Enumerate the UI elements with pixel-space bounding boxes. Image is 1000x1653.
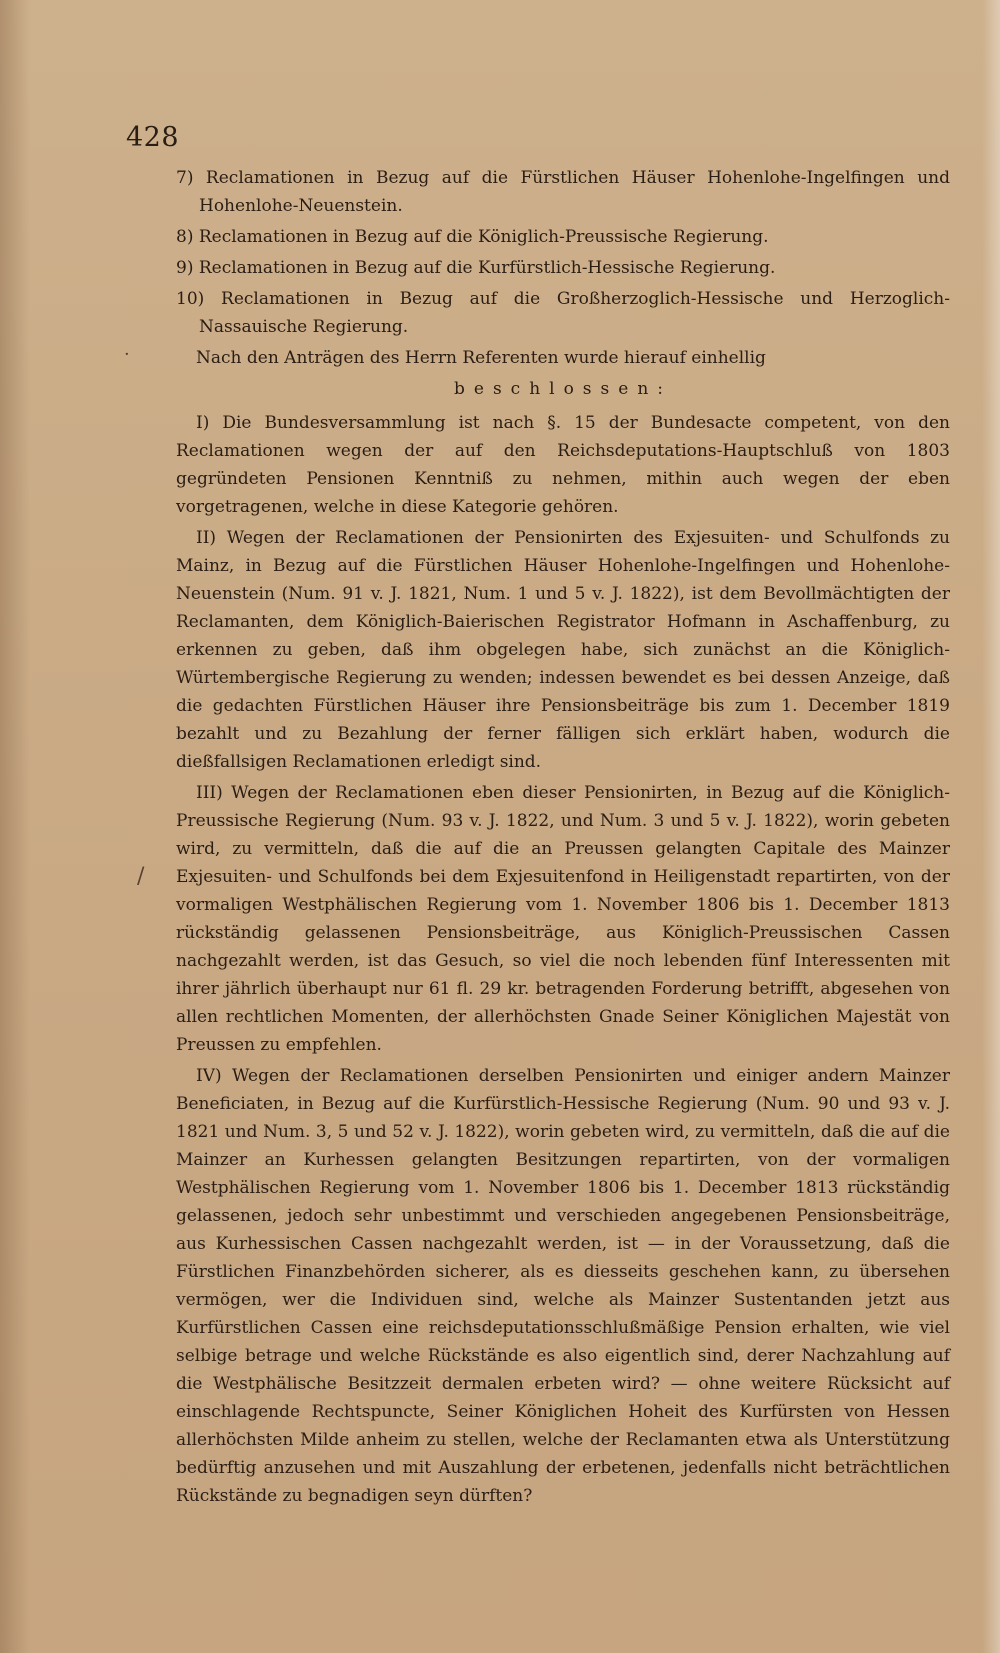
paragraph: IV) Wegen der Reclamationen derselben Pensionirten und einiger andern Mainzer Beneficiaten, in Bezug auf die Kurfürstlich-Hessische Regierung (Num. 90 und 93 v. J. 1821 und Num. 3, 5 und 52 v. J. 1822), worin gebeten wird, zu vermitteln, daß die auf die Mainzer an Kurhessen gelangten Besitzungen repartirten, von der vormaligen Westphälischen Regierung vom 1. November 1806 bis 1. December 1813 rückständig gelassenen, jedoch sehr unbestimmt und verschieden angegebenen Pensionsbeiträge, aus Kurhessischen Cassen nachgezahlt werden, ist — in der Voraussetzung, daß die Fürstlichen Finanzbehörden sicherer, als es diesseits geschehen kann, zu übersehen vermögen, wer die Individuen sind, welche als Mainzer Sustentanden jetzt aus Kurfürstlichen Cassen eine reichsdeputationsschlußmäßige Pension erhalten, wie viel selbige betrage und welche Rückstände es also eigentlich sind, derer Nachzahlung auf die Westphälische Besitzzeit dermalen erbeten wird? — ohne weitere Rücksicht auf einschlagende Rechtspuncte, Seiner Königlichen Hoheit des Kurfürsten von Hessen allerhöchsten Milde anheim zu stellen, welche der Reclamanten etwa als Unterstützung bedürftig anzusehen und mit Auszahlung der erbetenen, jedenfalls nicht beträchtlichen Rückstände zu begnadigen seyn dürften? (176, 1066, 950, 1506)
list-item: 8) Reclamationen in Bezug auf die Königlich-Preussische Regierung. (176, 227, 769, 247)
list-item: 7) Reclamationen in Bezug auf die Fürstlichen Häuser Hohenlohe-Ingelfingen und Hohenlohe-Neuenstein. (176, 168, 950, 216)
page-number: 428 (126, 122, 180, 153)
paragraph: III) Wegen der Reclamationen eben dieser Pensionirten, in Bezug auf die Königlich-Preussische Regierung (Num. 93 v. J. 1822, und Num. 3 und 5 v. J. 1822), worin gebeten wird, zu vermitteln, daß die auf die an Preussen gelangten Capitale des Mainzer Exjesuiten- und Schulfonds bei dem Exjesuitenfond in Heiligenstadt repartirten, von der vormaligen Westphälischen Regierung vom 1. November 1806 bis 1. December 1813 rückständig gelassenen Pensionsbeiträge, aus Königlich-Preussischen Cassen nachgezahlt werden, ist das Gesuch, so viel die noch lebenden fünf Interessenten mit ihrer jährlich überhaupt nur 61 fl. 29 kr. betragenden Forderung betrifft, abgesehen von allen rechtlichen Momenten, der allerhöchsten Gnade Seiner Königlichen Majestät von Preussen zu empfehlen. (176, 783, 950, 1055)
page-body (176, 164, 950, 1513)
paragraph: II) Wegen der Reclamationen der Pensionirten des Exjesuiten- und Schulfonds zu Mainz, in Bezug auf die Fürstlichen Häuser Hohenlohe-Ingelfingen und Hohenlohe-Neuenstein (Num. 91 v. J. 1821, Num. 1 und 5 v. J. 1822), ist dem Bevollmächtigten der Reclamanten, dem Königlich-Baierischen Registrator Hofmann in Aschaffenburg, zu erkennen zu geben, daß ihm obgelegen habe, sich zunächst an die Königlich-Würtembergische Regierung zu wenden; indessen bewendet es bei dessen Anzeige, daß die gedachten Fürstlichen Häuser ihre Pensionsbeiträge bis zum 1. December 1819 bezahlt und zu Bezahlung der ferner fälligen sich erklärt haben, wodurch die dießfallsigen Reclamationen erledigt sind. (176, 528, 950, 772)
list-item: 10) Reclamationen in Bezug auf die Großherzoglich-Hessische und Herzoglich-Nassauische Regierung. (176, 289, 950, 337)
margin-mark-slash: / (137, 864, 145, 889)
margin-mark-dot: · (124, 344, 130, 365)
list-item: 9) Reclamationen in Bezug auf die Kurfürstlich-Hessische Regierung. (176, 258, 776, 278)
paragraph: I) Die Bundesversammlung ist nach §. 15 der Bundesacte competent, von den Reclamationen wegen der auf den Reichsdeputations-Hauptschluß von 1803 gegründeten Pensionen Kenntniß zu nehmen, mithin auch wegen der eben vorgetragenen, welche in diese Kategorie gehören. (176, 413, 950, 517)
decision-heading: beschlossen: (454, 379, 672, 399)
reclamation-list (176, 164, 950, 341)
intro-sentence: Nach den Anträgen des Herrn Referenten wurde hierauf einhellig (196, 348, 766, 368)
